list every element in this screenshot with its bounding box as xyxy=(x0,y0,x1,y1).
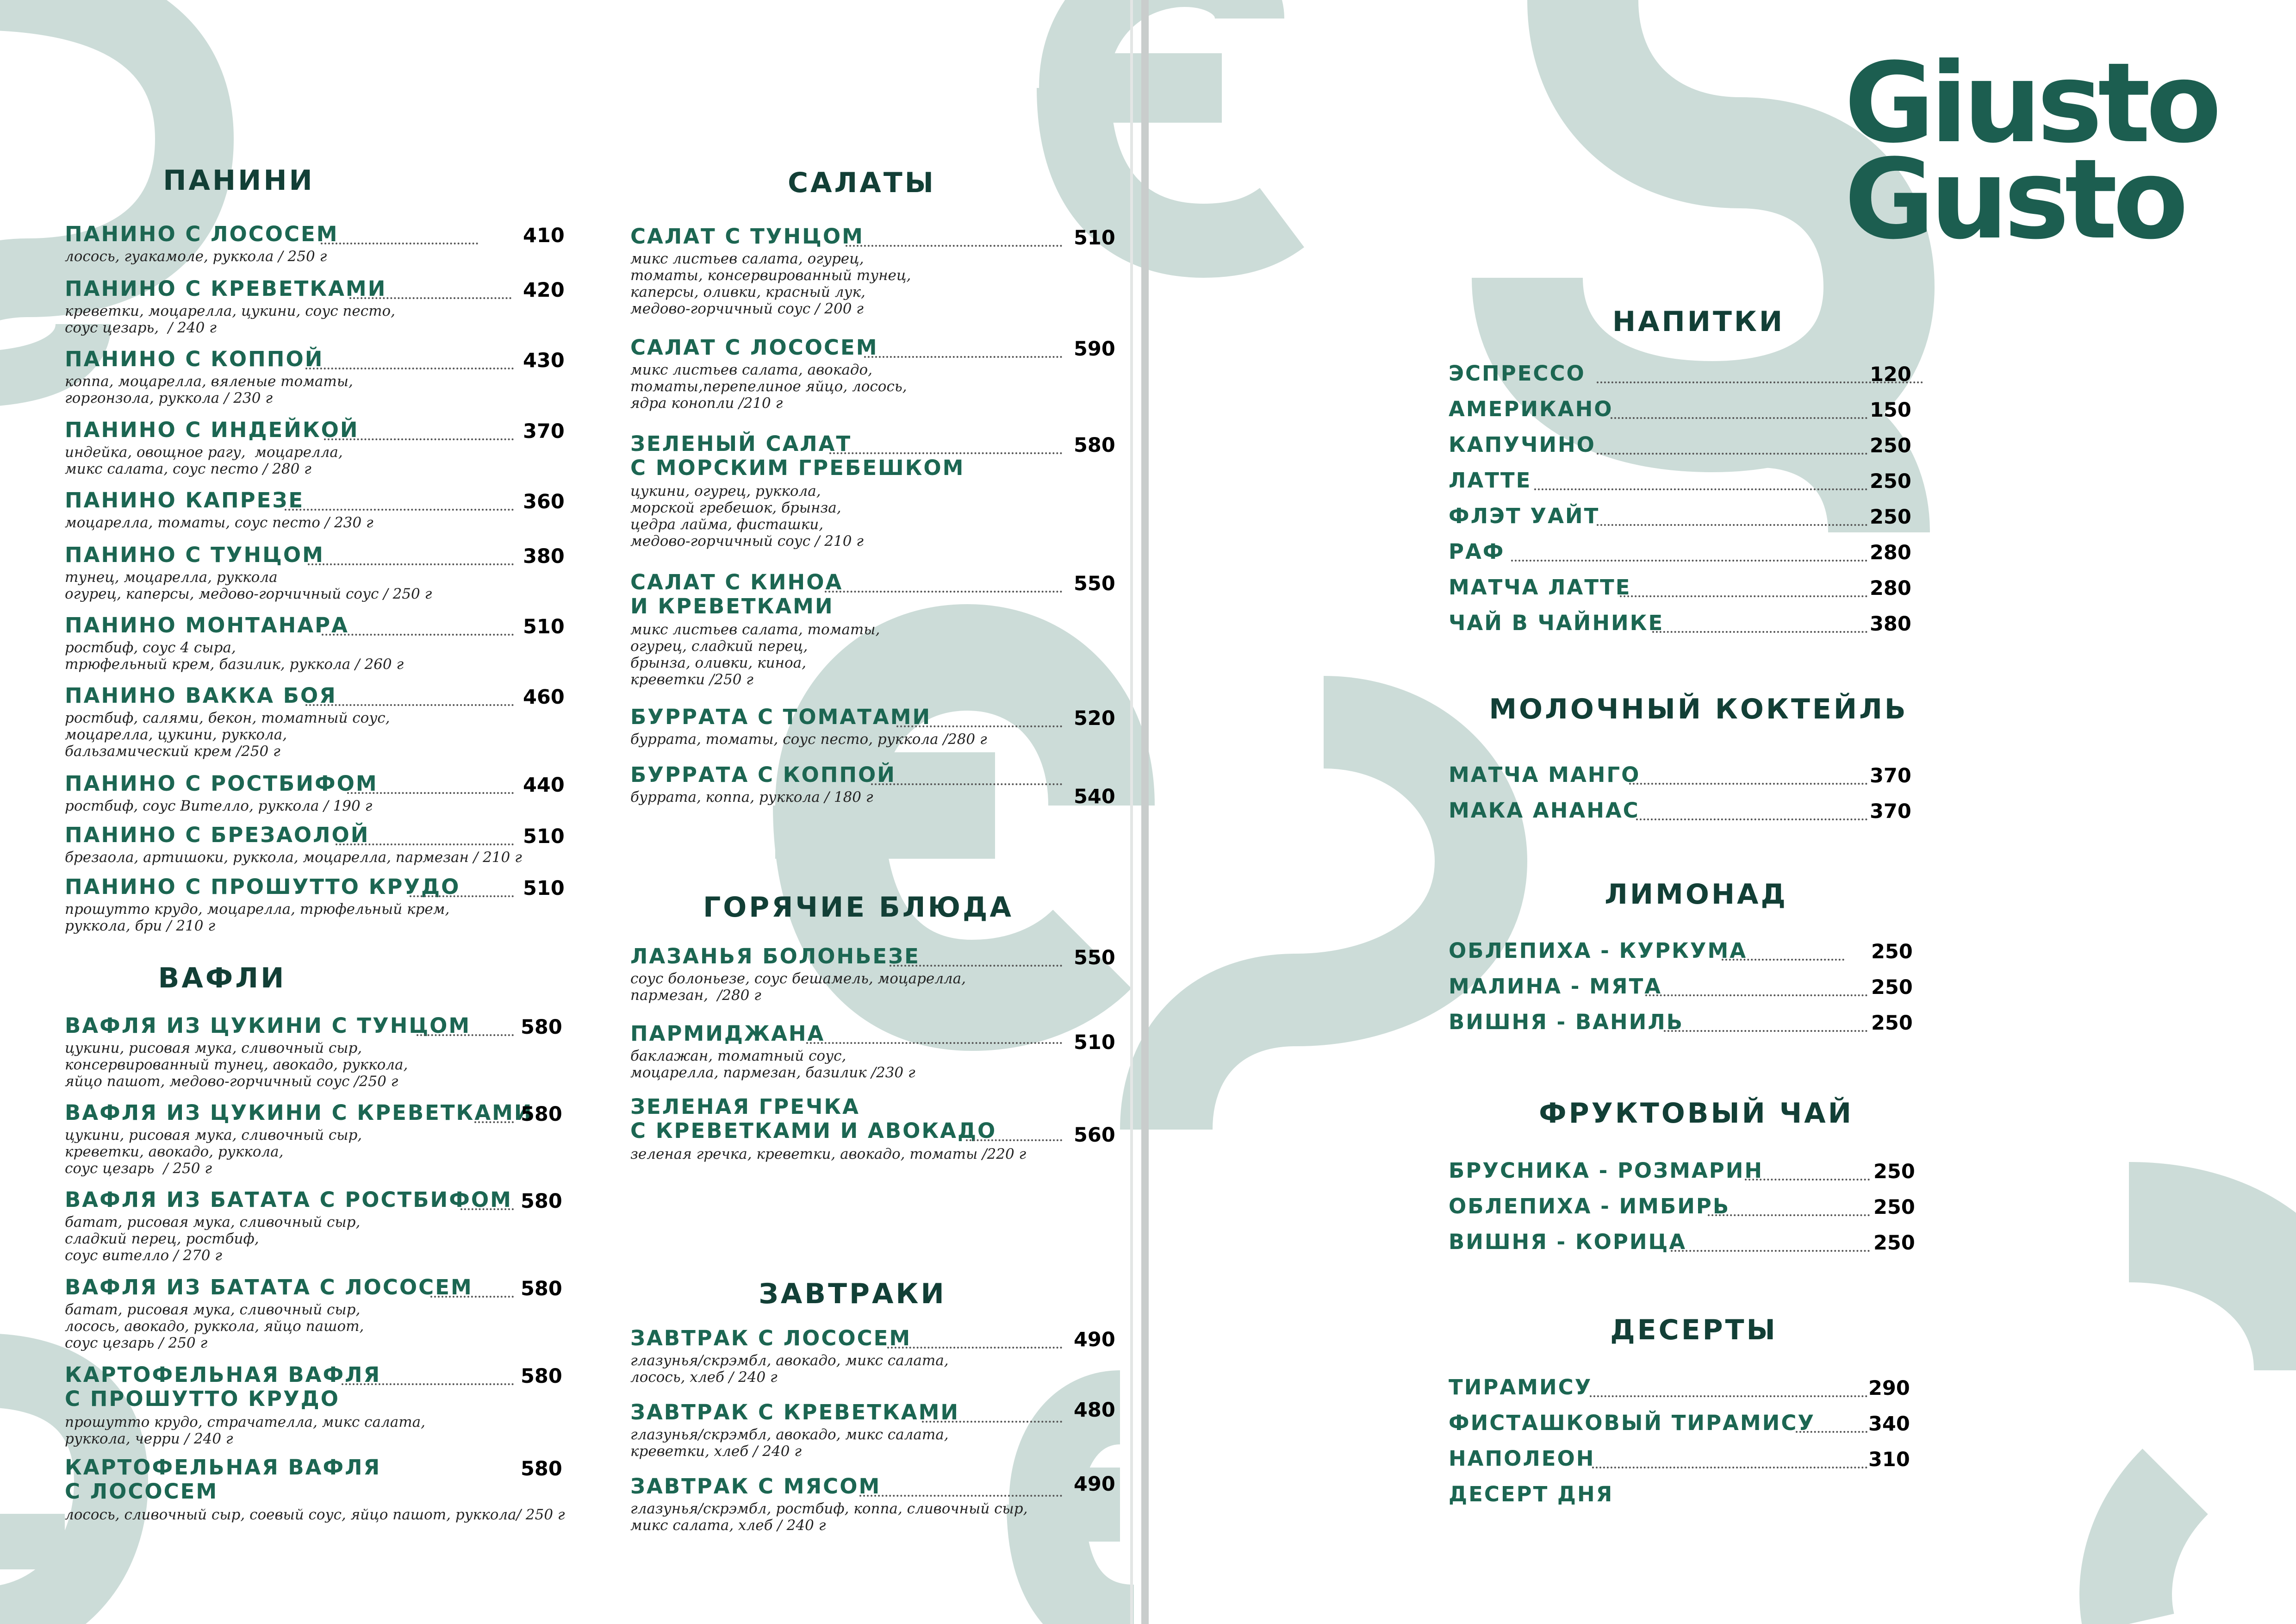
leader-dots xyxy=(474,1121,514,1123)
item-description: баклажан, томатный соус, моцарелла, пармезан, базилик /230 г xyxy=(630,1048,915,1081)
item-name-line-2: С МОРСКИМ ГРЕБЕШКОМ xyxy=(630,456,965,480)
item-price: 250 xyxy=(1871,1012,1913,1035)
leader-dots xyxy=(922,1421,1062,1423)
leader-dots xyxy=(1708,1214,1870,1216)
leader-dots xyxy=(1590,1395,1867,1397)
page-fold xyxy=(1141,0,1149,1624)
item-price: 250 xyxy=(1871,976,1913,999)
item-price: 520 xyxy=(1074,707,1115,730)
section-title: ДЕСЕРТЫ xyxy=(1610,1314,1778,1346)
item-price: 580 xyxy=(521,1190,562,1213)
item-description: тунец, моцарелла, руккола огурец, каперсы, медово-горчичный соус / 250 г xyxy=(65,569,432,602)
leader-dots xyxy=(285,509,514,511)
item-price: 250 xyxy=(1871,940,1913,963)
item-price: 250 xyxy=(1873,1160,1915,1183)
item-name: ВАФЛЯ ИЗ ЦУКИНИ С ТУНЦОМ xyxy=(65,1013,471,1038)
item-description: батат, рисовая мука, сливочный сыр, лосось, авокадо, руккола, яйцо пашот, соус цезарь / 250 г xyxy=(65,1301,364,1351)
item-description: цукини, рисовая мука, сливочный сыр, консервированный тунец, авокадо, руккола, яйцо пашот, медово-горчичный соус /250 г xyxy=(65,1040,408,1090)
leader-dots xyxy=(305,704,514,706)
item-price: 510 xyxy=(523,615,565,638)
item-name: ЛАТТЕ xyxy=(1449,468,1532,493)
leader-dots xyxy=(1534,488,1867,490)
logo-line-1: Giusto xyxy=(1844,39,2217,168)
item-name: ЗЕЛЕНАЯ ГРЕЧКА xyxy=(630,1094,860,1119)
item-description: ростбиф, соус Вителло, руккола / 190 г xyxy=(65,798,373,814)
item-name: ФИСТАШКОВЫЙ ТИРАМИСУ xyxy=(1449,1411,1816,1435)
item-description: брезаола, артишоки, руккола, моцарелла, пармезан / 210 г xyxy=(65,849,522,866)
item-name: ЗАВТРАК С КРЕВЕТКАМИ xyxy=(630,1400,960,1424)
page-fold-shadow xyxy=(1130,0,1133,1624)
item-name: ПАНИНО С КОППОЙ xyxy=(65,347,324,371)
leader-dots xyxy=(430,1296,514,1298)
item-name: МАЛИНА - МЯТА xyxy=(1449,974,1662,999)
salads-section xyxy=(630,167,1116,815)
item-name-line-2: С ПРОШУТТО КРУДО xyxy=(65,1387,340,1411)
item-name: ОБЛЕПИХА - ИМБИРЬ xyxy=(1449,1194,1730,1218)
fruit-tea-section xyxy=(1449,1097,1958,1273)
leader-dots xyxy=(846,245,1062,247)
item-name: САЛАТ С КИНОА xyxy=(630,570,843,594)
breakfast-section xyxy=(630,1278,1116,1555)
leader-dots xyxy=(1597,524,1867,526)
item-name: ПАНИНО С РОСТБИФОМ xyxy=(65,771,378,796)
item-name: ВАФЛЯ ИЗ ЦУКИНИ С КРЕВЕТКАМИ xyxy=(65,1100,533,1125)
leader-dots xyxy=(1636,818,1867,820)
section-title: МОЛОЧНЫЙ КОКТЕЙЛЬ xyxy=(1489,693,1908,725)
item-name: САЛАТ С ТУНЦОМ xyxy=(630,224,864,249)
leader-dots xyxy=(308,563,514,565)
item-name: БУРРАТА С КОППОЙ xyxy=(630,762,896,787)
leader-dots xyxy=(1620,595,1867,597)
item-name: КАРТОФЕЛЬНАЯ ВАФЛЯ xyxy=(65,1362,381,1387)
leader-dots xyxy=(460,1208,514,1210)
section-title: ВАФЛИ xyxy=(158,962,286,994)
item-name-line-2: И КРЕВЕТКАМИ xyxy=(630,594,834,618)
leader-dots xyxy=(825,591,1062,593)
leader-dots xyxy=(1611,417,1867,419)
item-price: 580 xyxy=(1074,434,1115,457)
item-description: микс листьев салата, томаты, огурец, сладкий перец, брынза, оливки, киноа, креветки /250 г xyxy=(630,621,880,688)
item-description: зеленая гречка, креветки, авокадо, томаты /220 г xyxy=(630,1146,1027,1162)
item-name: ОБЛЕПИХА - КУРКУМА xyxy=(1449,938,1748,963)
item-name: ВАФЛЯ ИЗ БАТАТА С ЛОСОСЕМ xyxy=(65,1275,473,1299)
item-name: ЗАВТРАК С МЯСОМ xyxy=(630,1474,881,1499)
leader-dots xyxy=(864,356,1062,358)
brand-logo xyxy=(1844,39,2217,264)
item-price: 150 xyxy=(1870,399,1911,422)
item-price: 580 xyxy=(521,1457,562,1480)
item-description: ростбиф, соус 4 сыра, трюфельный крем, базилик, руккола / 260 г xyxy=(65,639,404,673)
item-name: НАПОЛЕОН xyxy=(1449,1446,1595,1471)
item-description: прошутто крудо, страчателла, микс салата, руккола, черри / 240 г xyxy=(65,1414,425,1447)
item-price: 590 xyxy=(1074,337,1115,361)
item-price: 580 xyxy=(521,1016,562,1039)
item-description: глазунья/скрэмбл, авокадо, микс салата, креветки, хлеб / 240 г xyxy=(630,1426,949,1460)
item-name: ПАНИНО ВАККА БОЯ xyxy=(65,683,337,708)
item-name-line-2: С КРЕВЕТКАМИ И АВОКАДО xyxy=(630,1118,997,1143)
item-name: АМЕРИКАНО xyxy=(1449,397,1613,421)
item-name: ЗАВТРАК С ЛОСОСЕМ xyxy=(630,1326,912,1350)
item-name: ПАНИНО МОНТАНАРА xyxy=(65,613,349,637)
item-description: глазунья/скрэмбл, авокадо, микс салата, лосось, хлеб / 240 г xyxy=(630,1352,949,1386)
leader-dots xyxy=(322,634,514,636)
item-name: ПАНИНО С БРЕЗАОЛОЙ xyxy=(65,823,370,847)
logo-line-2: Gusto xyxy=(1844,136,2184,264)
item-description: ростбиф, салями, бекон, томатный соус, моцарелла, цукини, руккола, бальзамический крем /250 г xyxy=(65,710,390,760)
item-description: микс листьев салата, авокадо, томаты,перепелиное яйцо, лосось, ядра конопли /210 г xyxy=(630,362,907,412)
waffles-section xyxy=(65,962,597,1541)
item-description: батат, рисовая мука, сливочный сыр, сладкий перец, ростбиф, соус вителло / 270 г xyxy=(65,1214,361,1264)
item-price: 510 xyxy=(1074,226,1115,250)
item-name: ПАНИНО С ТУНЦОМ xyxy=(65,543,324,567)
item-description: коппа, моцарелла, вяленые томаты, горгонзола, руккола / 230 г xyxy=(65,373,353,406)
lemonade-section xyxy=(1449,878,1958,1054)
leader-dots xyxy=(1664,1030,1867,1032)
item-name: ТИРАМИСУ xyxy=(1449,1375,1593,1399)
item-price: 250 xyxy=(1870,506,1911,529)
item-description: лосось, гуакамоле, руккола / 250 г xyxy=(65,248,327,265)
leader-dots xyxy=(1671,1250,1870,1252)
item-name: ЭСПРЕССО xyxy=(1449,361,1586,386)
panini-section xyxy=(65,164,574,951)
item-description: буррата, коппа, руккола / 180 г xyxy=(630,789,873,806)
leader-dots xyxy=(417,1034,514,1036)
item-price: 290 xyxy=(1868,1377,1910,1400)
leader-dots xyxy=(806,1042,1062,1044)
item-price: 440 xyxy=(523,774,565,797)
item-name: МАТЧА МАНГО xyxy=(1449,762,1641,787)
item-name: БУРРАТА С ТОМАТАМИ xyxy=(630,705,932,729)
item-name: ПАНИНО С ИНДЕЙКОЙ xyxy=(65,418,359,442)
item-price: 510 xyxy=(523,825,565,848)
item-name: ПАНИНО С КРЕВЕТКАМИ xyxy=(65,276,387,301)
item-price: 560 xyxy=(1074,1124,1115,1147)
section-title: ГОРЯЧИЕ БЛЮДА xyxy=(703,891,1014,924)
item-price: 480 xyxy=(1074,1399,1115,1422)
hot-dishes-section xyxy=(630,891,1116,1178)
item-price: 370 xyxy=(1870,800,1911,823)
item-price: 460 xyxy=(523,686,565,709)
leader-dots xyxy=(871,783,1062,785)
item-name: ПАРМИДЖАНА xyxy=(630,1021,825,1046)
item-price: 250 xyxy=(1870,470,1911,493)
item-name: ВИШНЯ - ВАНИЛЬ xyxy=(1449,1010,1684,1034)
leader-dots xyxy=(896,725,1062,727)
leader-dots xyxy=(887,1347,1062,1349)
item-price: 420 xyxy=(523,279,565,302)
item-price: 580 xyxy=(521,1277,562,1300)
item-description: прошутто крудо, моцарелла, трюфельный крем, руккола, бри / 210 г xyxy=(65,901,450,934)
item-price: 280 xyxy=(1870,577,1911,600)
item-name: РАФ xyxy=(1449,539,1505,564)
item-price: 250 xyxy=(1873,1196,1915,1219)
item-description: микс листьев салата, огурец, томаты, консервированный тунец, каперсы, оливки, красный лук, медово-горчичный соус / 200 г xyxy=(630,250,911,317)
item-name: ЛАЗАНЬЯ БОЛОНЬЕЗЕ xyxy=(630,944,920,968)
item-price: 510 xyxy=(523,877,565,900)
item-price: 580 xyxy=(521,1103,562,1126)
item-price: 120 xyxy=(1870,363,1911,386)
item-description: буррата, томаты, соус песто, руккола /280 г xyxy=(630,731,987,748)
section-title: ПАНИНИ xyxy=(163,164,315,197)
item-price: 430 xyxy=(523,349,565,372)
leader-dots xyxy=(829,452,1062,454)
section-title: ЛИМОНАД xyxy=(1605,878,1788,911)
item-description: моцарелла, томаты, соус песто / 230 г xyxy=(65,514,373,531)
milkshake-section xyxy=(1449,693,1958,832)
leader-dots xyxy=(347,792,514,794)
item-description: цукини, огурец, руккола, морской гребешок, брынза, цедра лайма, фисташки, медово-горчичный соус / 210 г xyxy=(630,483,864,550)
item-price: 340 xyxy=(1868,1412,1910,1436)
item-name: ПАНИНО КАПРЕЗЕ xyxy=(65,488,305,512)
drinks-section xyxy=(1449,306,1958,648)
item-description: цукини, рисовая мука, сливочный сыр, креветки, авокадо, руккола, соус цезарь / 250 г xyxy=(65,1127,362,1177)
item-price: 380 xyxy=(523,545,565,568)
item-price: 490 xyxy=(1074,1328,1115,1351)
leader-dots xyxy=(1652,631,1867,633)
leader-dots xyxy=(1745,1179,1870,1181)
item-name: ЧАЙ В ЧАЙНИКЕ xyxy=(1449,611,1664,635)
item-price: 550 xyxy=(1074,572,1115,595)
leader-dots xyxy=(1511,560,1867,562)
item-price: 250 xyxy=(1873,1231,1915,1255)
leader-dots xyxy=(321,243,478,244)
leader-dots xyxy=(324,438,514,440)
item-name: МАКА АНАНАС xyxy=(1449,798,1640,823)
leader-dots xyxy=(410,895,514,897)
section-title: ЗАВТРАКИ xyxy=(759,1278,946,1310)
item-name-line-2: С ЛОСОСЕМ xyxy=(65,1479,218,1504)
item-name: ДЕСЕРТ ДНЯ xyxy=(1449,1482,1614,1506)
item-price: 410 xyxy=(523,224,565,247)
item-price: 580 xyxy=(521,1365,562,1388)
item-price: 540 xyxy=(1074,785,1115,808)
leader-dots xyxy=(305,368,514,369)
item-name: ПАНИНО С ПРОШУТТО КРУДО xyxy=(65,874,460,899)
leader-dots xyxy=(890,965,1062,967)
item-description: глазунья/скрэмбл, ростбиф, коппа, сливочный сыр, микс салата, хлеб / 240 г xyxy=(630,1500,1028,1534)
item-price: 250 xyxy=(1870,434,1911,457)
item-price: 370 xyxy=(1870,764,1911,787)
item-price: 360 xyxy=(523,490,565,513)
item-price: 310 xyxy=(1868,1448,1910,1471)
item-name: ПАНИНО С ЛОСОСЕМ xyxy=(65,222,339,246)
leader-dots xyxy=(1722,959,1844,961)
item-price: 280 xyxy=(1870,541,1911,564)
item-name: МАТЧА ЛАТТЕ xyxy=(1449,575,1631,600)
item-name: ФЛЭТ УАЙТ xyxy=(1449,504,1600,528)
leader-dots xyxy=(349,297,511,299)
item-price: 510 xyxy=(1074,1031,1115,1054)
leader-dots xyxy=(336,843,514,845)
item-description: индейка, овощное рагу, моцарелла, микс салата, соус песто / 280 г xyxy=(65,444,343,477)
item-description: креветки, моцарелла, цукини, соус песто, соус цезарь, / 240 г xyxy=(65,303,395,336)
item-price: 380 xyxy=(1870,612,1911,636)
item-description: соус болоньезе, соус бешамель, моцарелла, пармезан, /280 г xyxy=(630,970,966,1004)
item-price: 490 xyxy=(1074,1473,1115,1496)
leader-dots xyxy=(342,1383,514,1385)
item-name: ВАФЛЯ ИЗ БАТАТА С РОСТБИФОМ xyxy=(65,1187,512,1212)
leader-dots xyxy=(859,1495,1062,1497)
item-price: 550 xyxy=(1074,946,1115,969)
item-name: ЗЕЛЕНЫЙ САЛАТ xyxy=(630,431,852,456)
item-name: КАРТОФЕЛЬНАЯ ВАФЛЯ xyxy=(65,1455,381,1480)
leader-dots xyxy=(1592,1467,1867,1468)
item-price: 370 xyxy=(523,420,565,443)
leader-dots xyxy=(1629,783,1867,785)
leader-dots xyxy=(1597,453,1867,455)
item-description: лосось, сливочный сыр, соевый соус, яйцо пашот, руккола/ 250 г xyxy=(65,1506,565,1523)
item-name: САЛАТ С ЛОСОСЕМ xyxy=(630,335,878,360)
section-title: ФРУКТОВЫЙ ЧАЙ xyxy=(1539,1097,1854,1130)
leader-dots xyxy=(1796,1431,1867,1433)
item-name: ВИШНЯ - КОРИЦА xyxy=(1449,1230,1687,1254)
leader-dots xyxy=(1645,994,1867,996)
leader-dots xyxy=(966,1139,1062,1141)
section-title: НАПИТКИ xyxy=(1612,306,1785,338)
section-title: САЛАТЫ xyxy=(788,167,936,199)
item-name: БРУСНИКА - РОЗМАРИН xyxy=(1449,1158,1764,1183)
item-name: КАПУЧИНО xyxy=(1449,432,1596,457)
desserts-section xyxy=(1449,1314,1958,1527)
